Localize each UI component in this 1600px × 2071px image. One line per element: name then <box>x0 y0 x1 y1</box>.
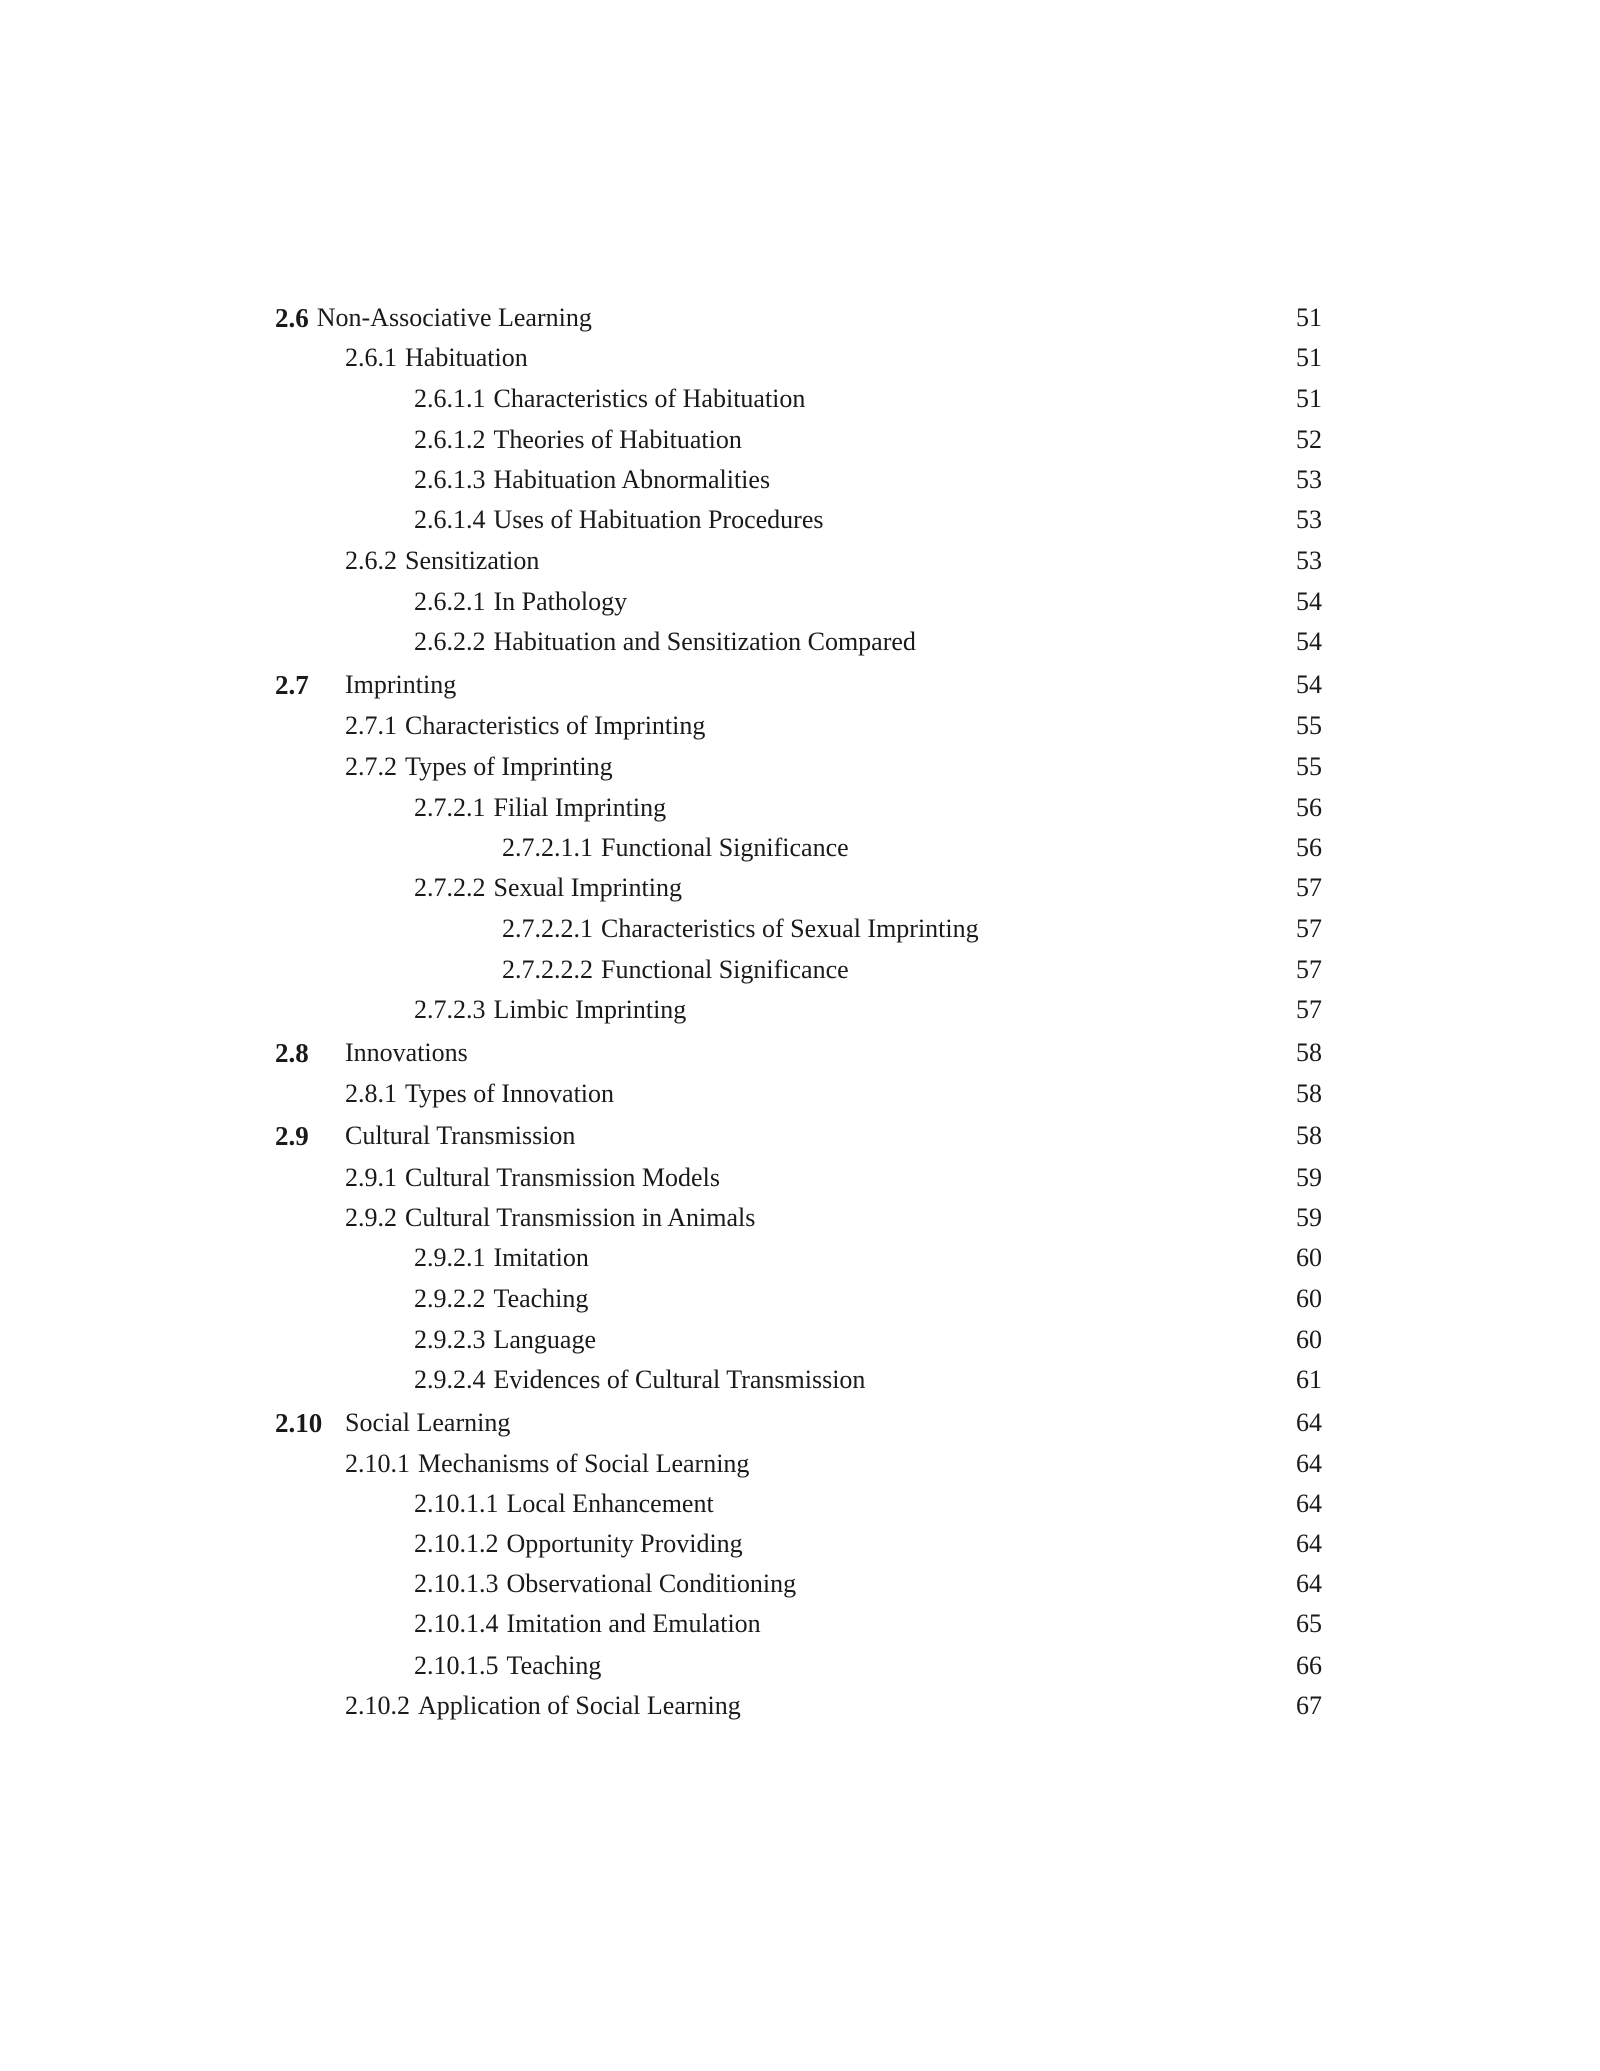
toc-entry <box>0 1526 1600 1562</box>
toc-entry-page-number: 54 <box>1296 670 1322 699</box>
toc-entry <box>0 749 1600 785</box>
toc-entry <box>0 708 1600 744</box>
toc-entry <box>0 1322 1600 1358</box>
toc-entry-page-number: 59 <box>1296 1163 1322 1192</box>
toc-entry-number: 2.6.2.1 <box>414 587 486 616</box>
toc-entry-page-number: 58 <box>1296 1121 1322 1150</box>
toc-entry-page-number: 53 <box>1296 546 1322 575</box>
toc-entry-title: Evidences of Cultural Transmission <box>493 1365 866 1394</box>
toc-entry-title: Functional Significance <box>601 833 849 862</box>
toc-entry-number: 2.7.2.2 <box>414 873 486 902</box>
toc-entry-number: 2.6 <box>275 303 309 333</box>
toc-entry-number: 2.10.1.2 <box>414 1529 499 1558</box>
toc-entry-page-number: 55 <box>1296 711 1322 740</box>
toc-entry <box>0 1446 1600 1482</box>
toc-entry-number: 2.9.2 <box>345 1203 397 1232</box>
toc-entry-title: Characteristics of Imprinting <box>405 711 706 740</box>
toc-entry-number: 2.7 <box>275 670 309 700</box>
toc-entry-number: 2.6.1 <box>345 343 397 372</box>
toc-entry-page-number: 51 <box>1296 384 1322 413</box>
toc-entry-title: Sexual Imprinting <box>493 873 682 902</box>
toc-entry-page-number: 57 <box>1296 995 1322 1024</box>
toc-entry-title: Habituation <box>405 343 528 372</box>
toc-entry-title: In Pathology <box>493 587 628 616</box>
toc-entry-page-number: 64 <box>1296 1529 1322 1558</box>
toc-entry-page-number: 57 <box>1296 955 1322 984</box>
toc-entry-title: Cultural Transmission Models <box>405 1163 720 1192</box>
toc-entry-page-number: 52 <box>1296 425 1322 454</box>
toc-entry <box>0 870 1600 906</box>
toc-entry-page-number: 64 <box>1296 1489 1322 1518</box>
toc-entry-title: Local Enhancement <box>506 1489 714 1518</box>
toc-entry <box>0 1076 1600 1112</box>
toc-entry-number: 2.7.1 <box>345 711 397 740</box>
toc-entry-page-number: 58 <box>1296 1079 1322 1108</box>
toc-entry-title: Habituation Abnormalities <box>493 465 771 494</box>
toc-entry-title: Types of Imprinting <box>405 752 613 781</box>
toc-entry <box>0 830 1600 866</box>
toc-entry <box>0 1486 1600 1522</box>
toc-entry-number: 2.6.1.2 <box>414 425 486 454</box>
toc-entry-number: 2.9.2.3 <box>414 1325 486 1354</box>
toc-entry-number: 2.10.1.1 <box>414 1489 499 1518</box>
toc-entry-number: 2.6.2 <box>345 546 397 575</box>
toc-entry-title: Innovations <box>345 1038 468 1067</box>
toc-entry-number: 2.7.2.1.1 <box>502 833 593 862</box>
toc-entry-page-number: 59 <box>1296 1203 1322 1232</box>
toc-entry-title: Observational Conditioning <box>506 1569 797 1598</box>
toc-entry-number: 2.8 <box>275 1038 309 1068</box>
toc-entry-number: 2.10.1 <box>345 1449 410 1478</box>
toc-entry-title: Cultural Transmission in Animals <box>405 1203 756 1232</box>
toc-entry-title: Social Learning <box>345 1408 511 1437</box>
toc-entry <box>0 1035 1600 1071</box>
toc-entry-number: 2.9 <box>275 1121 309 1151</box>
toc-entry <box>0 624 1600 660</box>
toc-entry <box>0 1281 1600 1317</box>
toc-entry-number: 2.7.2.3 <box>414 995 486 1024</box>
toc-entry <box>0 340 1600 376</box>
toc-entry-number: 2.7.2 <box>345 752 397 781</box>
toc-entry-number: 2.6.1.1 <box>414 384 486 413</box>
toc-entry-number: 2.10.1.3 <box>414 1569 499 1598</box>
toc-entry-number: 2.10 <box>275 1408 323 1438</box>
toc-entry <box>0 1648 1600 1684</box>
toc-entry <box>0 1606 1600 1642</box>
toc-entry <box>0 952 1600 988</box>
toc-entry-number: 2.7.2.2.2 <box>502 955 593 984</box>
toc-entry-page-number: 56 <box>1296 833 1322 862</box>
toc-entry-number: 2.6.1.3 <box>414 465 486 494</box>
toc-entry-page-number: 60 <box>1296 1284 1322 1313</box>
toc-entry <box>0 667 1600 703</box>
toc-entry-page-number: 60 <box>1296 1325 1322 1354</box>
toc-entry-title: Functional Significance <box>601 955 849 984</box>
toc-entry-page-number: 64 <box>1296 1449 1322 1478</box>
toc-entry-title: Theories of Habituation <box>493 425 742 454</box>
toc-entry-title: Characteristics of Sexual Imprinting <box>601 914 979 943</box>
toc-entry-title: Teaching <box>506 1651 602 1680</box>
toc-entry-title: Language <box>493 1325 597 1354</box>
toc-entry <box>0 543 1600 579</box>
toc-entry-title: Imitation <box>493 1243 589 1272</box>
toc-entry-page-number: 55 <box>1296 752 1322 781</box>
toc-entry-page-number: 56 <box>1296 793 1322 822</box>
toc-entry-title: Characteristics of Habituation <box>493 384 806 413</box>
toc-entry-title: Imitation and Emulation <box>506 1609 761 1638</box>
toc-entry-number: 2.10.1.4 <box>414 1609 499 1638</box>
toc-entry-page-number: 54 <box>1296 587 1322 616</box>
toc-entry <box>0 300 1600 336</box>
toc-entry-title: Sensitization <box>405 546 540 575</box>
toc-entry <box>0 1566 1600 1602</box>
toc-entry <box>0 911 1600 947</box>
toc-entry-page-number: 61 <box>1296 1365 1322 1394</box>
toc-entry <box>0 462 1600 498</box>
toc-entry <box>0 381 1600 417</box>
toc-entry-page-number: 51 <box>1296 343 1322 372</box>
toc-entry-title: Habituation and Sensitization Compared <box>493 627 916 656</box>
toc-entry-title: Imprinting <box>345 670 457 699</box>
toc-entry-title: Non-Associative Learning <box>316 303 592 332</box>
toc-entry <box>0 502 1600 538</box>
toc-entry-title: Types of Innovation <box>405 1079 615 1108</box>
toc-entry-title: Opportunity Providing <box>506 1529 743 1558</box>
toc-entry <box>0 1405 1600 1441</box>
toc-entry <box>0 992 1600 1028</box>
toc-entry-title: Uses of Habituation Procedures <box>493 505 824 534</box>
toc-entry-number: 2.9.2.2 <box>414 1284 486 1313</box>
toc-entry-number: 2.9.2.1 <box>414 1243 486 1272</box>
toc-entry-number: 2.6.2.2 <box>414 627 486 656</box>
toc-entry-page-number: 67 <box>1296 1691 1322 1720</box>
toc-entry <box>0 1688 1600 1724</box>
toc-entry-number: 2.7.2.2.1 <box>502 914 593 943</box>
toc-entry <box>0 584 1600 620</box>
toc-entry-number: 2.9.2.4 <box>414 1365 486 1394</box>
toc-entry-number: 2.10.1.5 <box>414 1651 499 1680</box>
toc-entry-page-number: 64 <box>1296 1569 1322 1598</box>
toc-entry-title: Limbic Imprinting <box>493 995 687 1024</box>
toc-entry-page-number: 53 <box>1296 505 1322 534</box>
toc-entry-number: 2.8.1 <box>345 1079 397 1108</box>
toc-entry-page-number: 66 <box>1296 1651 1322 1680</box>
toc-entry-number: 2.7.2.1 <box>414 793 486 822</box>
toc-entry <box>0 1118 1600 1154</box>
toc-entry-page-number: 53 <box>1296 465 1322 494</box>
toc-entry-number: 2.6.1.4 <box>414 505 486 534</box>
toc-entry <box>0 1362 1600 1398</box>
toc-entry <box>0 1200 1600 1236</box>
toc-entry <box>0 422 1600 458</box>
toc-entry-title: Mechanisms of Social Learning <box>418 1449 750 1478</box>
toc-entry-title: Application of Social Learning <box>418 1691 741 1720</box>
toc-entry <box>0 790 1600 826</box>
toc-entry-title: Filial Imprinting <box>493 793 667 822</box>
toc-entry-page-number: 65 <box>1296 1609 1322 1638</box>
toc-entry <box>0 1240 1600 1276</box>
toc-entry-page-number: 57 <box>1296 914 1322 943</box>
toc-entry-page-number: 60 <box>1296 1243 1322 1272</box>
toc-entry-title: Teaching <box>493 1284 589 1313</box>
toc-entry-number: 2.10.2 <box>345 1691 410 1720</box>
toc-entry <box>0 1160 1600 1196</box>
toc-entry-page-number: 51 <box>1296 303 1322 332</box>
toc-entry-title: Cultural Transmission <box>345 1121 576 1150</box>
toc-entry-page-number: 64 <box>1296 1408 1322 1437</box>
toc-entry-page-number: 54 <box>1296 627 1322 656</box>
toc-entry-page-number: 57 <box>1296 873 1322 902</box>
toc-entry-number: 2.9.1 <box>345 1163 397 1192</box>
toc-entry-page-number: 58 <box>1296 1038 1322 1067</box>
